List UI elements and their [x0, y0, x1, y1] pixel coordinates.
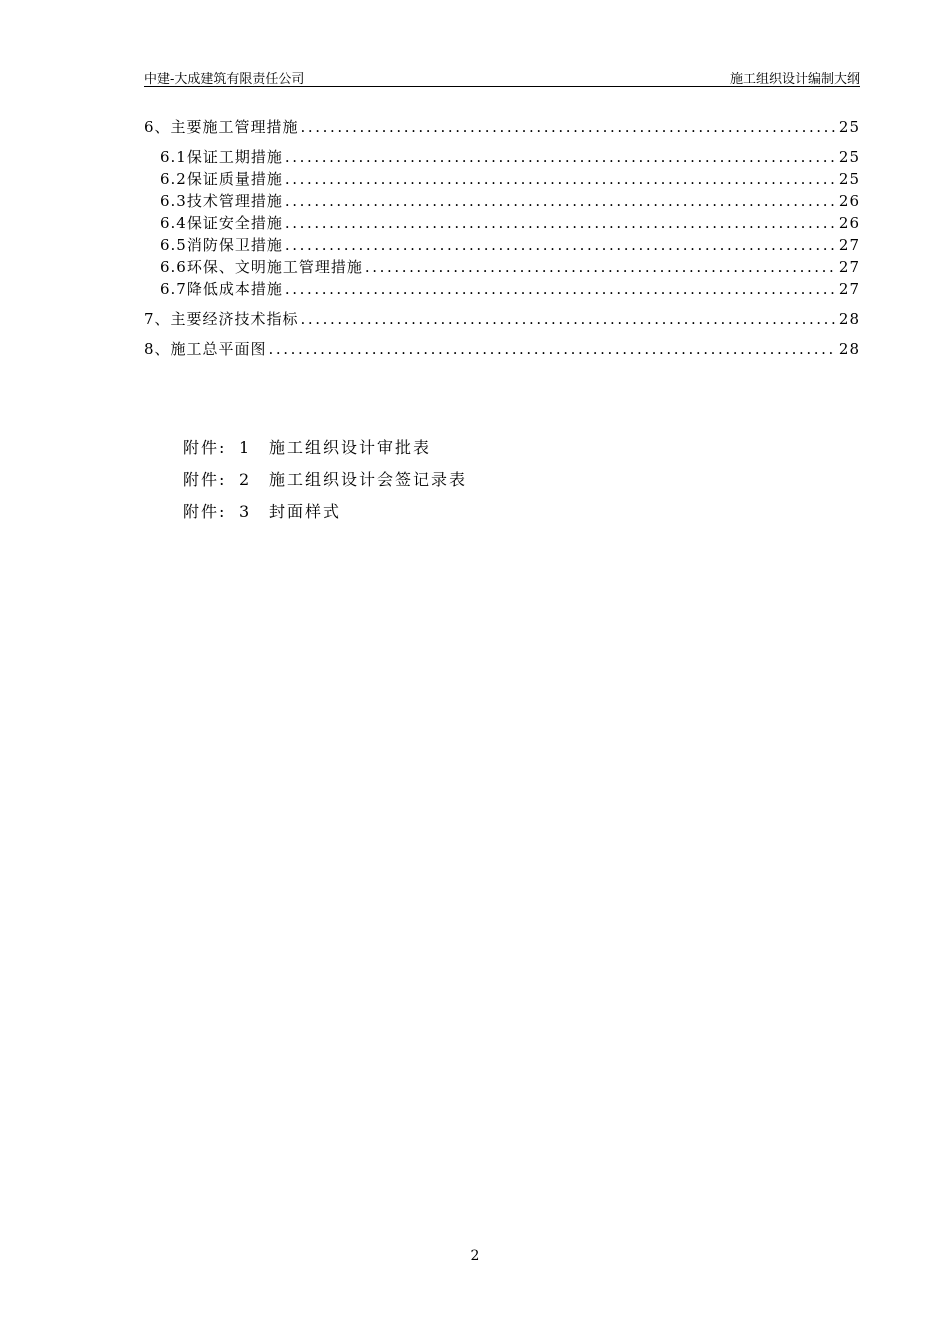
toc-page-number: 25	[838, 148, 860, 166]
toc-entry-label: 6.5消防保卫措施	[160, 236, 283, 254]
attachment-prefix: 附件:	[183, 438, 227, 457]
toc-page-number: 26	[838, 192, 860, 210]
toc-leader-dots	[285, 146, 837, 168]
attachment-number: 1	[239, 438, 252, 457]
toc-entry[interactable]	[144, 234, 860, 256]
toc-entry[interactable]	[144, 256, 860, 278]
attachment-number: 3	[239, 502, 252, 521]
toc-entry-label: 6、主要施工管理措施	[144, 118, 299, 136]
toc-entry-label: 6.2保证质量措施	[160, 170, 283, 188]
toc-entry-label: 7、主要经济技术指标	[144, 310, 299, 328]
attachment-prefix: 附件:	[183, 502, 227, 521]
attachment-title: 封面样式	[269, 502, 342, 521]
toc-entry[interactable]	[144, 278, 860, 300]
toc-entry[interactable]	[144, 190, 860, 212]
toc-page-number: 28	[838, 310, 860, 328]
toc-entry-label: 8、施工总平面图	[144, 340, 267, 358]
toc-entry-label: 6.3技术管理措施	[160, 192, 283, 210]
attachment-title: 施工组织设计审批表	[269, 438, 432, 457]
attachment-item	[183, 434, 467, 466]
toc-entry[interactable]	[144, 146, 860, 168]
company-name: 中建-大成建筑有限责任公司	[144, 72, 305, 87]
toc-entry[interactable]	[144, 308, 860, 330]
attachment-prefix: 附件:	[183, 470, 227, 489]
toc-leader-dots	[301, 116, 837, 138]
toc-entry[interactable]	[144, 168, 860, 190]
toc-entry-label: 6.7降低成本措施	[160, 280, 283, 298]
toc-entry[interactable]	[144, 116, 860, 138]
toc-leader-dots	[365, 256, 837, 278]
toc-leader-dots	[285, 278, 837, 300]
toc-page-number: 25	[838, 118, 860, 136]
toc-page-number: 28	[838, 340, 860, 358]
toc-leader-dots	[285, 212, 837, 234]
toc-entry-label: 6.6环保、文明施工管理措施	[160, 258, 363, 276]
toc-leader-dots	[269, 338, 837, 360]
toc-page-number: 27	[838, 258, 860, 276]
toc-leader-dots	[301, 308, 837, 330]
attachment-number: 2	[239, 470, 252, 489]
document-title: 施工组织设计编制大纲	[729, 72, 860, 87]
attachment-list	[183, 434, 467, 530]
attachment-item	[183, 466, 467, 498]
toc-page-number: 27	[838, 236, 860, 254]
attachment-title: 施工组织设计会签记录表	[269, 470, 468, 489]
toc-leader-dots	[285, 168, 837, 190]
table-of-contents	[144, 116, 860, 360]
toc-leader-dots	[285, 234, 837, 256]
page-header	[144, 66, 860, 87]
toc-entry-label: 6.1保证工期措施	[160, 148, 283, 166]
toc-entry[interactable]	[144, 338, 860, 360]
toc-entry[interactable]	[144, 212, 860, 234]
toc-entry-label: 6.4保证安全措施	[160, 214, 283, 232]
toc-page-number: 26	[838, 214, 860, 232]
toc-page-number: 27	[838, 280, 860, 298]
toc-page-number: 25	[838, 170, 860, 188]
page-number: 2	[470, 1248, 480, 1264]
toc-leader-dots	[285, 190, 837, 212]
attachment-item	[183, 498, 467, 530]
